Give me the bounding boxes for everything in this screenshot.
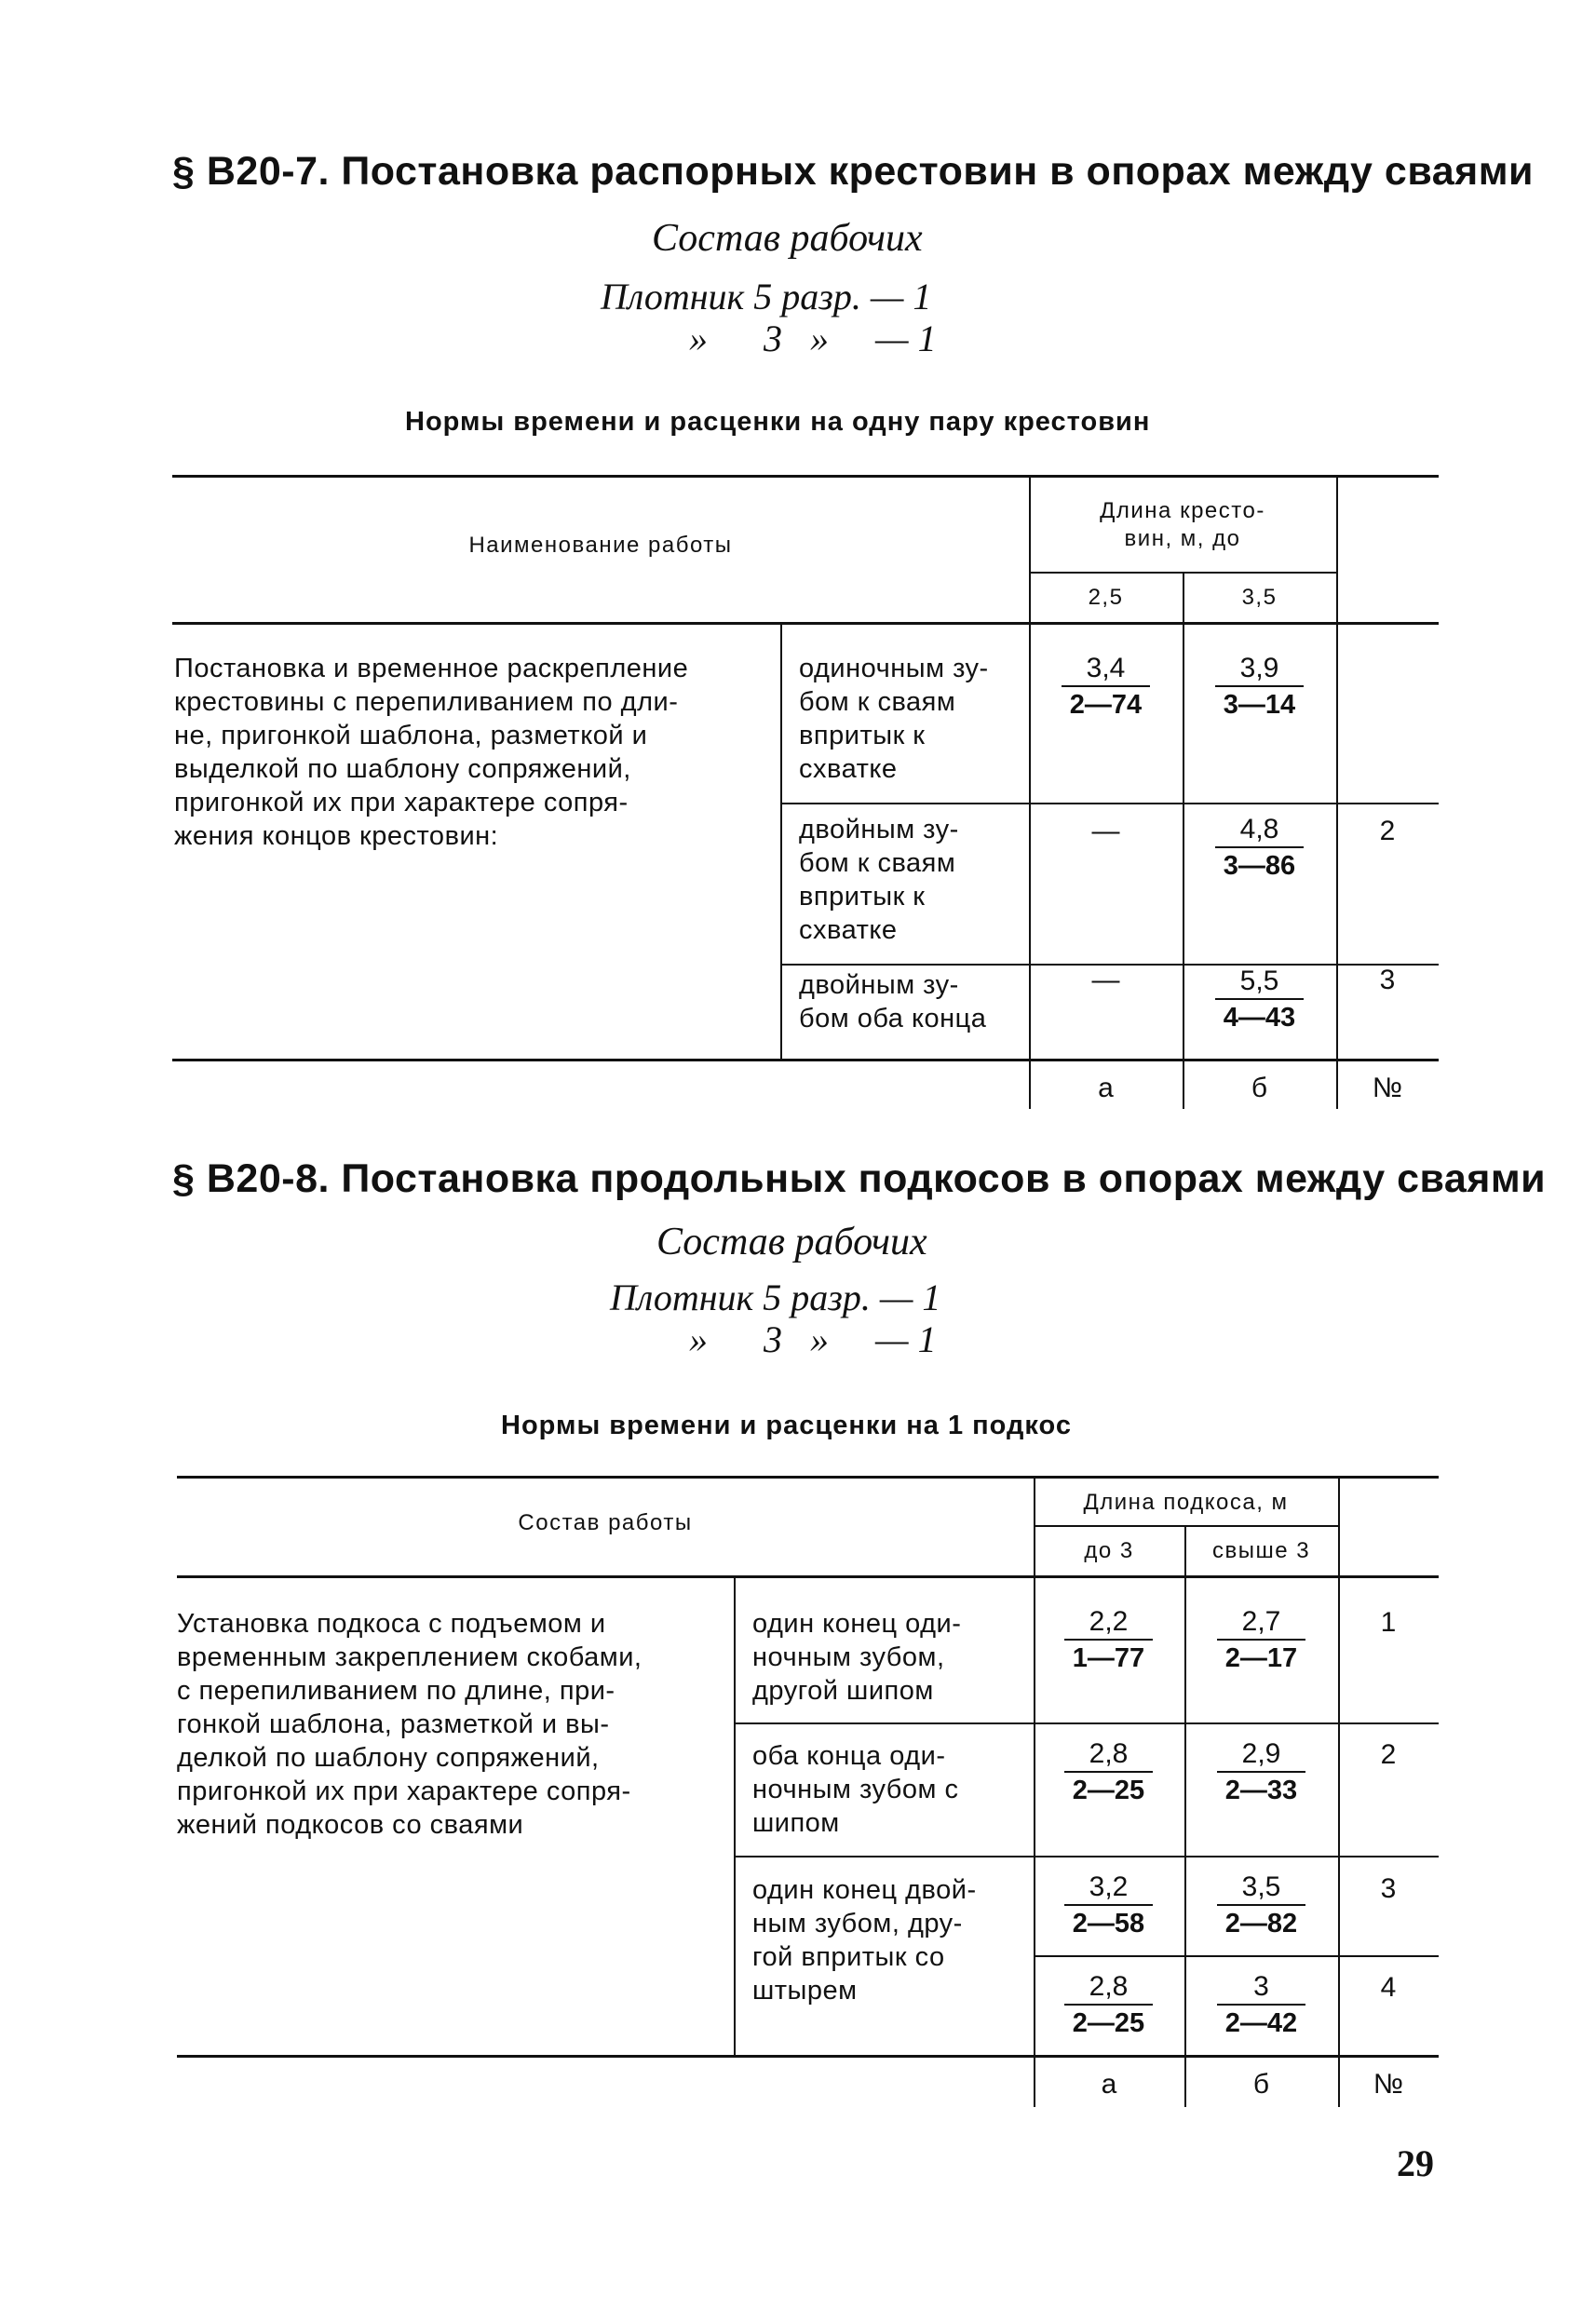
sub-work-row-2: оба конца оди- ночным зубом с шипом [752, 1741, 959, 1838]
column-header-a: 2,5 [1088, 585, 1124, 610]
page-number: 29 [1397, 2142, 1434, 2184]
crew-line-2: » 3 » — 1 [689, 317, 937, 359]
column-header-work: Наименование работы [468, 533, 733, 558]
rate-cell: $\frac{2,7}{2—17}$ [1217, 1605, 1305, 1676]
row-number: 3 [1379, 965, 1396, 995]
sub-work-row-1: один конец оди- ночным зубом, другой шипом [752, 1609, 962, 1706]
column-header-a: до 3 [1084, 1538, 1134, 1563]
footer-label-number: № [1372, 1073, 1403, 1103]
col-divider [780, 622, 782, 1059]
rate-cell: $\frac{3,9}{3—14}$ [1215, 652, 1304, 723]
row-rule [1034, 1955, 1439, 1957]
rate-cell: $\frac{2,2}{1—77}$ [1064, 1605, 1153, 1676]
footer-label-b: б [1252, 2069, 1270, 2100]
crew-line-2: » 3 » — 1 [689, 1318, 937, 1360]
row-number: 1 [1380, 1607, 1397, 1638]
section-heading-b20-8: § В20-8. Постановка продольных подкосов в опорах между сваями [172, 1156, 1547, 1201]
header-bottom-rule [172, 622, 1439, 625]
sub-work-row-1: одиночным зу- бом к сваям впритык к схватке [799, 654, 989, 784]
col-divider [1183, 622, 1184, 1059]
work-description: Постановка и временное раскрепление крестовины с перепиливанием по дли- не, пригонкой шаблона, разметкой и выделкой по шаблону сопряжений, пригонкой их при характере сопря- жения концов крестовин: [174, 654, 689, 851]
norms-title: Нормы времени и расценки на одну пару крестовин [405, 407, 1151, 437]
footer-label-number: № [1373, 2069, 1404, 2100]
footer-label-b: б [1251, 1073, 1268, 1103]
row-number: 3 [1380, 1873, 1397, 1904]
crew-title: Состав рабочих [652, 217, 923, 260]
col-divider [1184, 1575, 1186, 2055]
column-group-header: Длина подкоса, м [1083, 1490, 1289, 1515]
rate-cell: $\frac{3,2}{2—58}$ [1064, 1871, 1153, 1941]
rate-cell: $\frac{2,8}{2—25}$ [1064, 1737, 1153, 1808]
row-number: 2 [1380, 1739, 1397, 1770]
norms-title: Нормы времени и расценки на 1 подкос [501, 1411, 1072, 1440]
footer-label-a: а [1101, 2069, 1117, 2100]
rate-cell: $\frac{3}{2—42}$ [1217, 1970, 1305, 2041]
col-divider [734, 1575, 736, 2055]
crew-title: Состав рабочих [656, 1221, 927, 1263]
column-header-b: 3,5 [1241, 585, 1278, 610]
rate-cell: $\frac{5,5}{4—43}$ [1215, 965, 1304, 1035]
sub-work-row-3: один конец двой- ным зубом, дру- гой впритык со штырем [752, 1875, 977, 2006]
row-rule [780, 803, 1439, 804]
table-top-rule [177, 1476, 1439, 1479]
crew-line-1: Плотник 5 разр. — 1 [610, 1277, 941, 1318]
sub-work-row-3: двойным зу- бом оба конца [799, 970, 987, 1033]
table-bottom-rule [177, 2055, 1439, 2058]
empty-dash-cell: — [1091, 965, 1120, 995]
table-bottom-rule [172, 1059, 1439, 1061]
table-top-rule [172, 475, 1439, 478]
row-rule [734, 1722, 1439, 1724]
footer-label-a: а [1098, 1073, 1114, 1103]
row-number: 2 [1379, 816, 1396, 846]
row-rule [734, 1856, 1439, 1857]
rate-cell: $\frac{3,5}{2—82}$ [1217, 1871, 1305, 1941]
col-divider [1034, 1575, 1035, 2055]
rate-cell: $\frac{2,8}{2—25}$ [1064, 1970, 1153, 2041]
column-header-b: свыше 3 [1211, 1538, 1311, 1563]
rate-cell: $\frac{2,9}{2—33}$ [1217, 1737, 1305, 1808]
sub-work-row-2: двойным зу- бом к сваям впритык к схватке [799, 815, 959, 945]
rate-cell: $\frac{3,4}{2—74}$ [1062, 652, 1150, 723]
crew-line-1: Плотник 5 разр. — 1 [601, 276, 932, 317]
header-bottom-rule [177, 1575, 1439, 1578]
empty-dash-cell: — [1091, 816, 1120, 846]
row-number: 4 [1380, 1972, 1397, 2003]
col-divider [1336, 475, 1338, 622]
column-header-work: Состав работы [518, 1510, 693, 1535]
column-group-header: Длина кресто- вин, м, до [1100, 498, 1265, 551]
col-divider [1338, 1476, 1340, 1575]
section-heading-b20-7: § В20-7. Постановка распорных крестовин в опорах между сваями [172, 149, 1534, 194]
rate-cell: $\frac{4,8}{3—86}$ [1215, 813, 1304, 884]
work-description: Установка подкоса с подъемом и временным закреплением скобами, с перепиливанием по длине, при- гонкой шаблона, разметкой и вы- делкой по шаблону сопряжений, пригонкой их при характере сопря- жений подкосов со сваями [177, 1609, 642, 1840]
